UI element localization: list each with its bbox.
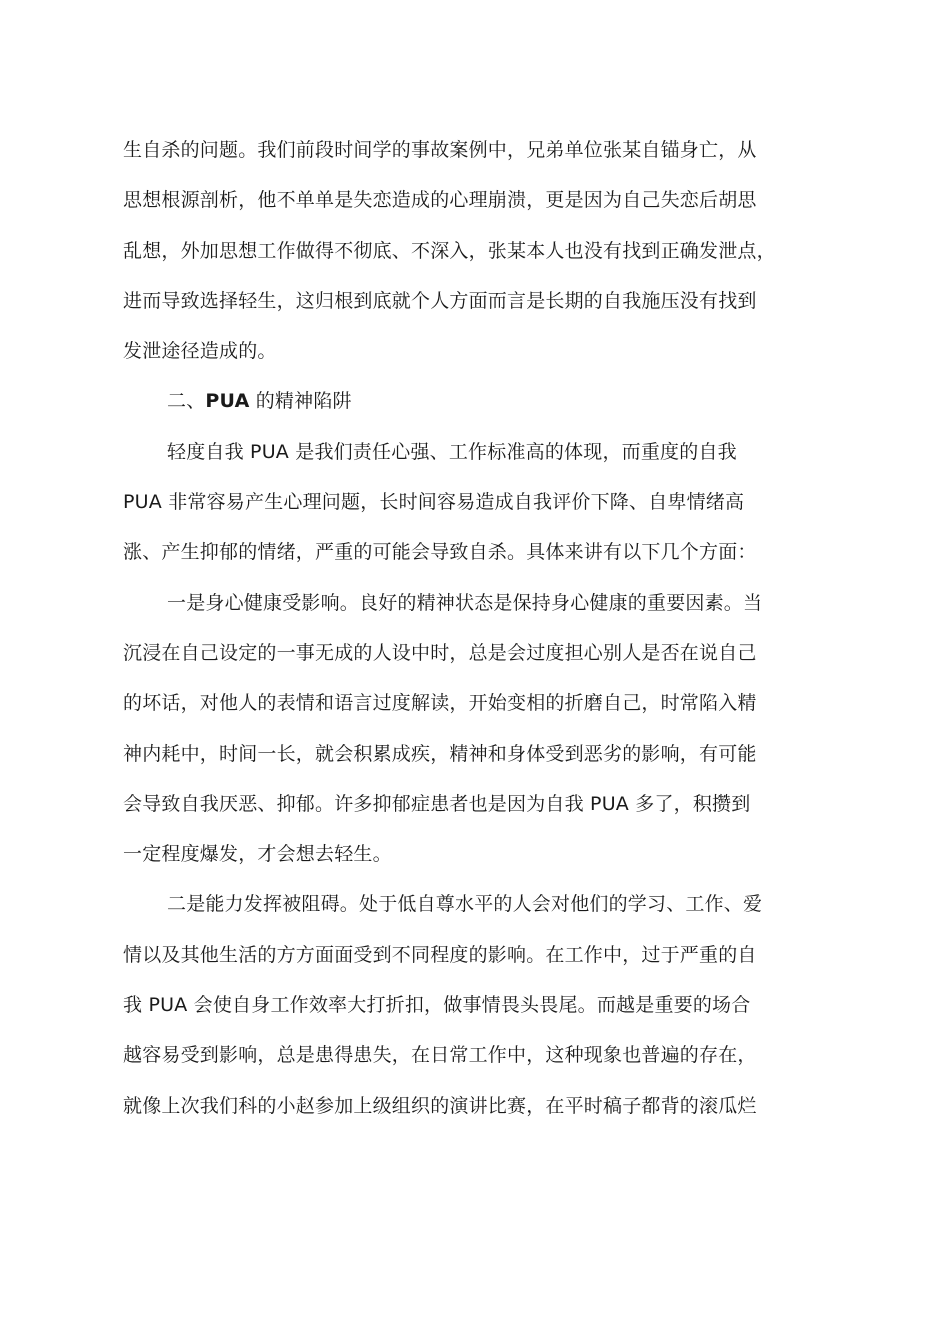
text-line: 二是能力发挥被阻碍。处于低自尊水平的人会对他们的学习、工作、爱	[167, 893, 763, 916]
text-line: 涨、产生抑郁的情绪，严重的可能会导致自杀。具体来讲有以下几个方面：	[123, 541, 757, 564]
text-line: 越容易受到影响，总是患得患失，在日常工作中，这种现象也普遍的存在，	[123, 1044, 757, 1067]
heading-rest: 的精神陷阱	[249, 390, 352, 413]
text-line: 生自杀的问题。我们前段时间学的事故案例中，兄弟单位张某自锚身亡，从	[123, 139, 757, 161]
section-heading	[123, 381, 843, 431]
text-line: 情以及其他生活的方方面面受到不同程度的影响。在工作中，过于严重的自	[123, 943, 757, 966]
text-line: 神内耗中，时间一长，就会积累成疾，精神和身体受到恶劣的影响，有可能	[123, 742, 757, 765]
text-line: 思想根源剖析，他不单单是失恋造成的心理崩溃，更是因为自己失恋后胡思	[123, 189, 757, 212]
text-line: 发泄途径造成的。	[123, 340, 277, 363]
text-line: 会导致自我厌恶、抑郁。许多抑郁症患者也是因为自我 PUA 多了，积攒到	[123, 792, 751, 815]
document-body	[123, 130, 843, 1136]
text-line: 一定程度爆发，才会想去轻生。	[123, 843, 392, 866]
text-line: 我 PUA 会使自身工作效率大打折扣，做事情畏头畏尾。而越是重要的场合	[123, 994, 751, 1017]
heading-prefix: 二、	[167, 390, 206, 413]
heading-bold-term: PUA	[205, 390, 250, 413]
text-line: 就像上次我们科的小赵参加上级组织的演讲比赛，在平时稿子都背的滚瓜烂	[123, 1094, 757, 1117]
text-line: 乱想，外加思想工作做得不彻底、不深入，张某本人也没有找到正确发泄点，	[123, 239, 776, 262]
text-line: 轻度自我 PUA 是我们责任心强、工作标准高的体现，而重度的自我	[167, 440, 737, 463]
text-line: 一是身心健康受影响。良好的精神状态是保持身心健康的重要因素。当	[167, 591, 763, 614]
text-line: 进而导致选择轻生，这归根到底就个人方面而言是长期的自我施压没有找到	[123, 289, 757, 312]
text-line: 的坏话，对他人的表情和语言过度解读，开始变相的折磨自己，时常陷入精	[123, 692, 757, 715]
text-line: 沉浸在自己设定的一事无成的人设中时，总是会过度担心别人是否在说自己	[123, 641, 757, 664]
text-line: PUA 非常容易产生心理问题，长时间容易造成自我评价下降、自卑情绪高	[123, 491, 745, 514]
